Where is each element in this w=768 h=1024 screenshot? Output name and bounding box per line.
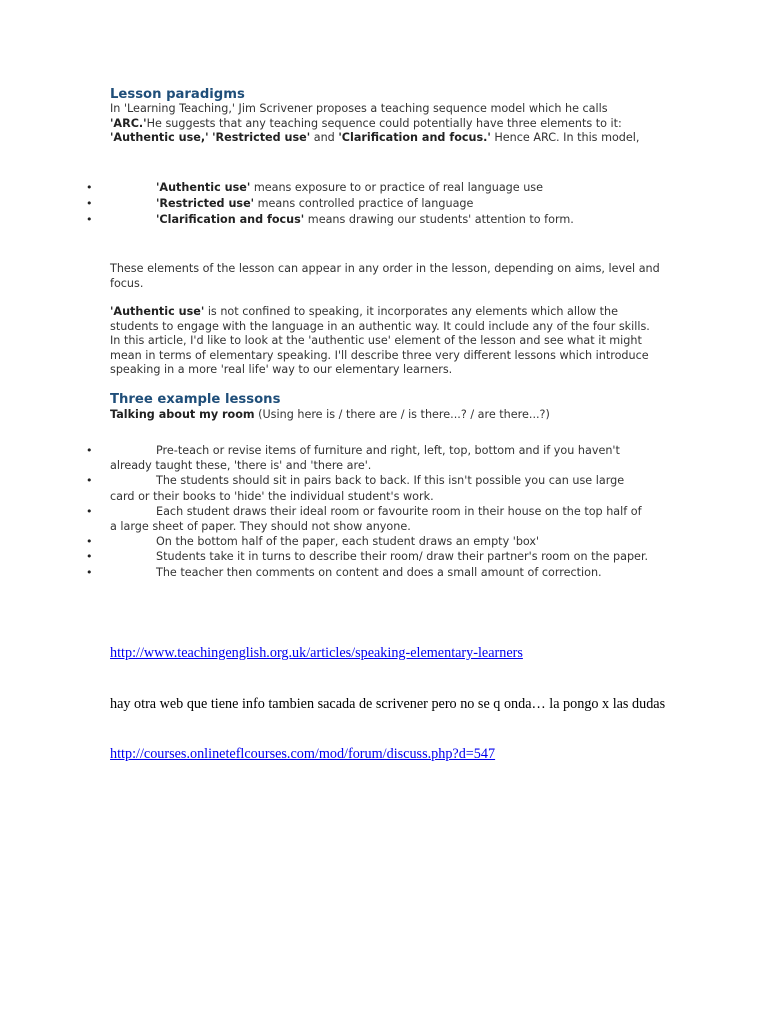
- bullet: •: [86, 535, 93, 549]
- bullet: •: [86, 444, 93, 457]
- arc-term: 'ARC.': [110, 116, 147, 130]
- list-item: • Each student draws their ideal room or favourite room in their house on the top half of a large sheet of paper. They should not show anyone.: [86, 504, 642, 534]
- bullet: •: [86, 474, 93, 488]
- bullet: •: [86, 565, 93, 579]
- lesson-steps-list: [0, 443, 680, 580]
- authentic-use-term: 'Authentic use,': [110, 131, 209, 145]
- spanish-note: hay otra web que tiene info tambien sacada de scrivener pero no se q onda… la pongo x las dudas: [110, 696, 666, 712]
- list-item: • On the bottom half of the paper, each student draws an empty 'box': [86, 535, 540, 549]
- list-item: • 'Authentic use' means exposure to or practice of real language use: [86, 181, 544, 194]
- clarification-term: 'Clarification and focus.': [338, 131, 491, 145]
- list-item: • The students should sit in pairs back to back. If this isn't possible you can use large card or their books to 'hide' the individual student's work.: [86, 474, 625, 503]
- intro-paragraph: In 'Learning Teaching,' Jim Scrivener proposes a teaching sequence model which he calls 'ARC.'He suggests that any teaching sequence could potentially have three elements to it: 'Authentic use,' 'Restricted use' and 'Clarification and focus.' Hence ARC. In this model,: [110, 102, 640, 145]
- list-item: • Students take it in turns to describe their room/ draw their partner's room on the paper.: [86, 550, 649, 564]
- teachingenglish-link[interactable]: http://www.teachingenglish.org.uk/articles/speaking-elementary-learners: [110, 645, 523, 661]
- room-lesson-subtitle: Talking about my room (Using here is / there are / is there...? / are there...?): [110, 408, 550, 421]
- three-example-lessons-heading: Three example lessons: [110, 392, 281, 407]
- onlineteflcourses-link[interactable]: http://courses.onlineteflcourses.com/mod/forum/discuss.php?d=547: [110, 746, 496, 762]
- elements-order-paragraph: These elements of the lesson can appear in any order in the lesson, depending on aims, level and focus.: [110, 262, 660, 290]
- list-item: • 'Clarification and focus' means drawing our students' attention to form.: [86, 212, 574, 226]
- arc-definition-list: [0, 180, 680, 227]
- bullet: •: [86, 550, 93, 564]
- bullet: •: [86, 181, 93, 194]
- list-item: • Pre-teach or revise items of furniture and right, left, top, bottom and if you haven't already taught these, 'there is' and 'there are'.: [86, 444, 620, 473]
- bullet: •: [86, 196, 93, 210]
- list-item: • The teacher then comments on content and does a small amount of correction.: [86, 565, 602, 579]
- bullet: •: [86, 504, 93, 518]
- list-item: • 'Restricted use' means controlled practice of language: [86, 196, 474, 210]
- bullet: •: [86, 212, 93, 226]
- lesson-paradigms-heading: Lesson paradigms: [110, 87, 245, 102]
- authentic-use-paragraph: 'Authentic use' is not confined to speaking, it incorporates any elements which allow the students to engage with the language in an authentic way. It could include any of the four skills. In this article, I'd like to look at the 'authentic use' element of the lesson and see what it might mean in terms of elementary speaking. I'll describe three very different lessons which introduce speaking in a more 'real life' way to our elementary learners.: [110, 305, 650, 377]
- restricted-use-term: 'Restricted use': [212, 131, 311, 145]
